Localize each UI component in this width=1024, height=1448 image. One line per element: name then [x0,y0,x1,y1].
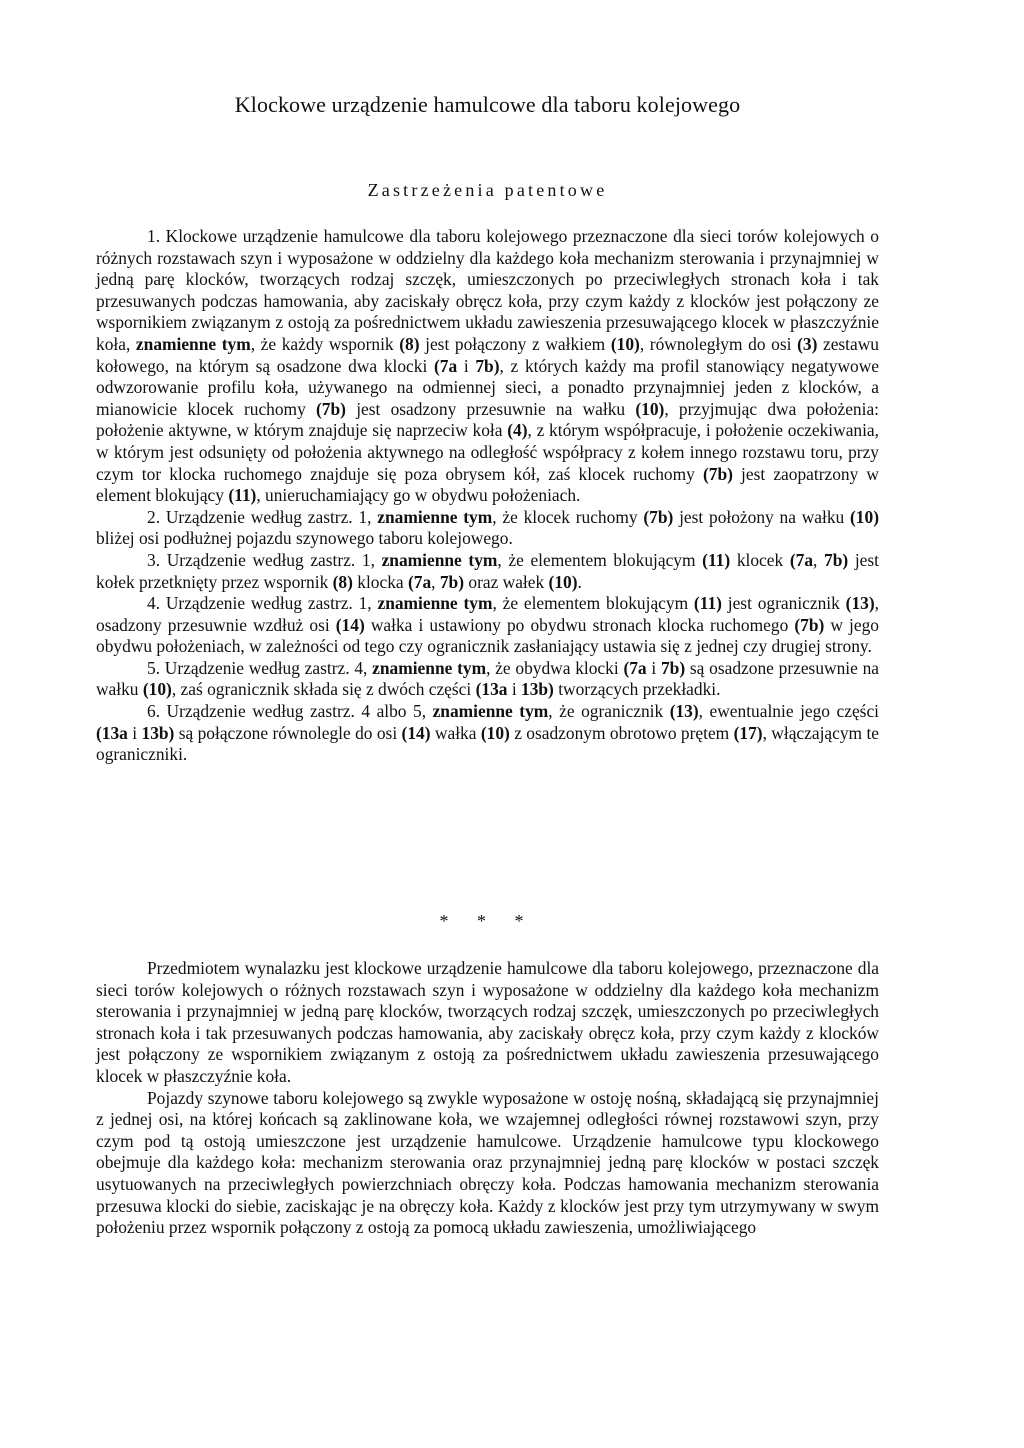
claim-text-segment: w jego obydwu położeniach, w zależności od tego czy ogranicznik zasłaniający ustawia się z jednej czy drugiej strony. [96,614,879,657]
claim-bold-segment: (10) [610,333,640,354]
claim-text-segment: jest ogranicznik [721,593,846,614]
claim-text-segment: i [507,679,521,700]
claim-bold-segment: (14) [401,722,431,743]
claim-bold-segment: 7b) [824,549,849,570]
claim-bold-segment: 13b) [521,679,554,700]
claim-paragraph [96,550,879,593]
claim-text-segment: , że każdy wspornik [250,333,400,354]
claim-text-segment: jest kołek przetknięty przez wspornik [96,549,879,592]
claim-text-segment: , że obydwa klocki [486,657,624,678]
claim-bold-segment: (11) [702,549,731,570]
claim-paragraph [96,593,879,658]
claim-text-segment: jest połączony z wałkiem [419,333,611,354]
claim-text-segment: bliżej osi podłużnej pojazdu szynowego taboru kolejowego. [96,528,513,549]
claim-bold-segment: (7b) [794,614,825,635]
claim-bold-segment: znamienne tym [432,701,549,722]
claim-bold-segment: (7a [407,571,432,592]
claim-text-segment: klocek [730,549,790,570]
claim-bold-segment: (10) [480,722,510,743]
claim-bold-segment: (14) [335,614,365,635]
description-paragraph: Pojazdy szynowe taboru kolejowego są zwykle wyposażone w ostoję nośną, składającą się przynajmniej z jednej osi, na której końcach są zaklinowane koła, we wzajemnej odległości równej rozstawowi szyn, przy czym pod tą ostoją umieszczone jest urządzenie hamulcowe. Urządzenie hamulcowe typu klockowego obejmuje dla każdego koła: mechanizm sterowania oraz przynajmniej jedną parę klocków w postaci szczęk usytuowanych na przeciwległych powierzchniach obręczy koła. Podczas hamowania mechanizm sterowania przesuwa klocki do siebie, zaciskając je na obręczy koła. Każdy z klocków jest przy tym utrzymywany w swym położeniu przez wspornik połączony z ostoją za pomocą układu zawieszenia, umożliwiającego [96,1087,879,1238]
claim-bold-segment: znamienne tym [377,506,493,527]
description-section [96,958,879,1239]
claim-text-segment: , równoległym do osi [639,333,798,354]
claim-text-segment: 1. Klockowe urządzenie hamulcowe dla taboru kolejowego przeznaczone dla sieci torów kolejowych o różnych rozstawach szyn i wyposażone w oddzielny dla każdego koła mechanizm sterowania i przynajmniej w jedną parę klocków, tworzących rodzaj szczęk, umieszczonych po przeciwległych stronach koła i tak przesuwanych podczas hamowania, aby zaciskały obręcz koła, przy czym każdy z klocków jest połączony ze wspornikiem związanym z ostoją za pośrednictwem układu zawieszenia przesuwającego klocek w płaszczyźnie koła, [96,226,879,354]
claim-text-segment: jest zaopatrzony w element blokujący [96,463,879,506]
claim-bold-segment: (7b) [643,506,674,527]
claim-bold-segment: (8) [332,571,353,592]
claim-text-segment: , osadzony przesuwnie wzdłuż osi [96,593,879,635]
claim-bold-segment: 7b) [660,657,686,678]
claim-bold-segment: (13a [96,722,128,743]
claim-text-segment: , że klocek ruchomy [492,506,644,527]
claim-text-segment: wałka [430,722,481,743]
claim-text-segment: , zaś ogranicznik składa się z dwóch części [171,679,476,700]
claim-paragraph [96,507,879,550]
claim-text-segment: jest osadzony przesuwnie na wałku [345,398,636,419]
claim-bold-segment: znamienne tym [372,657,487,678]
claim-text-segment: i [646,657,661,678]
claim-text-segment: . [577,571,582,592]
claim-bold-segment: znamienne tym [381,549,498,570]
claim-bold-segment: (7a [623,657,647,678]
claim-bold-segment: (11) [228,485,257,506]
claim-text-segment: , [431,571,440,592]
claim-bold-segment: (10) [850,506,879,527]
claim-bold-segment: (13) [845,593,875,614]
claim-text-segment: jest położony na wałku [673,506,851,527]
claim-text-segment: , unieruchamiający go w obydwu położeniach. [256,485,581,506]
claim-bold-segment: (7a [433,355,458,376]
claim-paragraph [96,226,879,507]
claim-text-segment: klocka [352,571,408,592]
document-title: Klockowe urządzenie hamulcowe dla taboru kolejowego [234,92,741,117]
claim-text-segment: są osadzone przesuwnie na wałku [96,657,879,700]
claim-text-segment: , że ogranicznik [548,701,670,722]
claim-text-segment: zestawu kołowego, na którym są osadzone dwa klocki [96,333,879,376]
claim-text-segment: 5. Urządzenie według zastrz. 4, [147,657,373,678]
claim-paragraph [96,658,879,701]
claim-text-segment: 2. Urządzenie według zastrz. 1, [147,506,378,527]
section-separator: * * * [439,911,536,931]
claim-text-segment: i [457,355,476,376]
claim-text-segment: wałka i ustawiony po obydwu stronach klocka ruchomego [364,614,795,635]
claim-bold-segment: (4) [507,420,528,441]
claim-bold-segment: znamienne tym [135,333,251,354]
claim-bold-segment: (10) [548,571,578,592]
claim-text-segment: , [813,549,825,570]
claim-bold-segment: znamienne tym [377,593,493,614]
claim-text-segment: , z których każdy ma profil stanowiący negatywowe odwzorowanie profilu koła, używanego na odmiennej sieci, a ponadto przynajmniej jeden z klocków, a mianowicie klocek ruchomy [96,355,879,419]
claim-text-segment: , przyjmując dwa położenia: położenie aktywne, w którym znajduje się naprzeciw koła [96,398,879,441]
claim-bold-segment: 13b) [141,722,175,743]
claim-bold-segment: (10) [142,679,172,700]
claim-text-segment: i [127,722,142,743]
claim-text-segment: z osadzonym obrotowo prętem [509,722,734,743]
claim-bold-segment: (7b) [702,463,733,484]
claim-bold-segment: (13) [669,701,699,722]
claim-bold-segment: (3) [797,333,818,354]
claim-text-segment: , że elementem blokującym [497,549,703,570]
claim-text-segment: , z którym współpracuje, i położenie oczekiwania, w którym jest odsunięty od położenia aktywnego na odległość współpracy z kołem innego rozstawu toru, przy czym tor klocka ruchomego znajduje się poza obrysem kół, zaś klocek ruchomy [96,420,880,484]
claim-bold-segment: (8) [399,333,420,354]
claim-text-segment: 4. Urządzenie według zastrz. 1, [147,593,378,614]
claim-bold-segment: (11) [693,593,722,614]
claim-text-segment: są połączone równolegle do osi [174,722,402,743]
claim-bold-segment: 7b) [475,355,500,376]
claim-text-segment: tworzących przekładki. [553,679,721,700]
claim-text-segment: oraz wałek [464,571,549,592]
claim-bold-segment: (17) [733,722,763,743]
claim-text-segment: , że elementem blokującym [492,593,694,614]
claim-bold-segment: 7b) [439,571,465,592]
claim-text-segment: , ewentualnie jego części [698,701,879,722]
claim-bold-segment: (7b) [316,398,346,419]
claim-bold-segment: (13a [475,679,508,700]
claim-bold-segment: (10) [635,398,665,419]
claim-bold-segment: (7a [789,549,814,570]
claims-section [96,226,879,766]
claim-text-segment: 6. Urządzenie według zastrz. 4 albo 5, [147,701,433,722]
claims-heading: Zastrzeżenia patentowe [367,180,608,200]
claim-text-segment: , włączającym te ograniczniki. [96,722,879,765]
description-paragraph: Przedmiotem wynalazku jest klockowe urządzenie hamulcowe dla taboru kolejowego, przeznaczone dla sieci torów kolejowych o różnych rozstawach szyn i wyposażone w oddzielny dla każdego koła mechanizm sterowania i przynajmniej w jedną parę klocków, tworzących rodzaj szczęk, umieszczonych po przeciwległych stronach koła i tak przesuwanych podczas hamowania, aby zaciskały obręcz koła, przy czym każdy z klocków jest połączony ze wspornikiem związanym z ostoją za pośrednictwem układu zawieszenia przesuwającego klocek w płaszczyźnie koła. [96,958,879,1086]
claim-text-segment: 3. Urządzenie według zastrz. 1, [147,549,382,570]
claim-paragraph [96,701,879,766]
